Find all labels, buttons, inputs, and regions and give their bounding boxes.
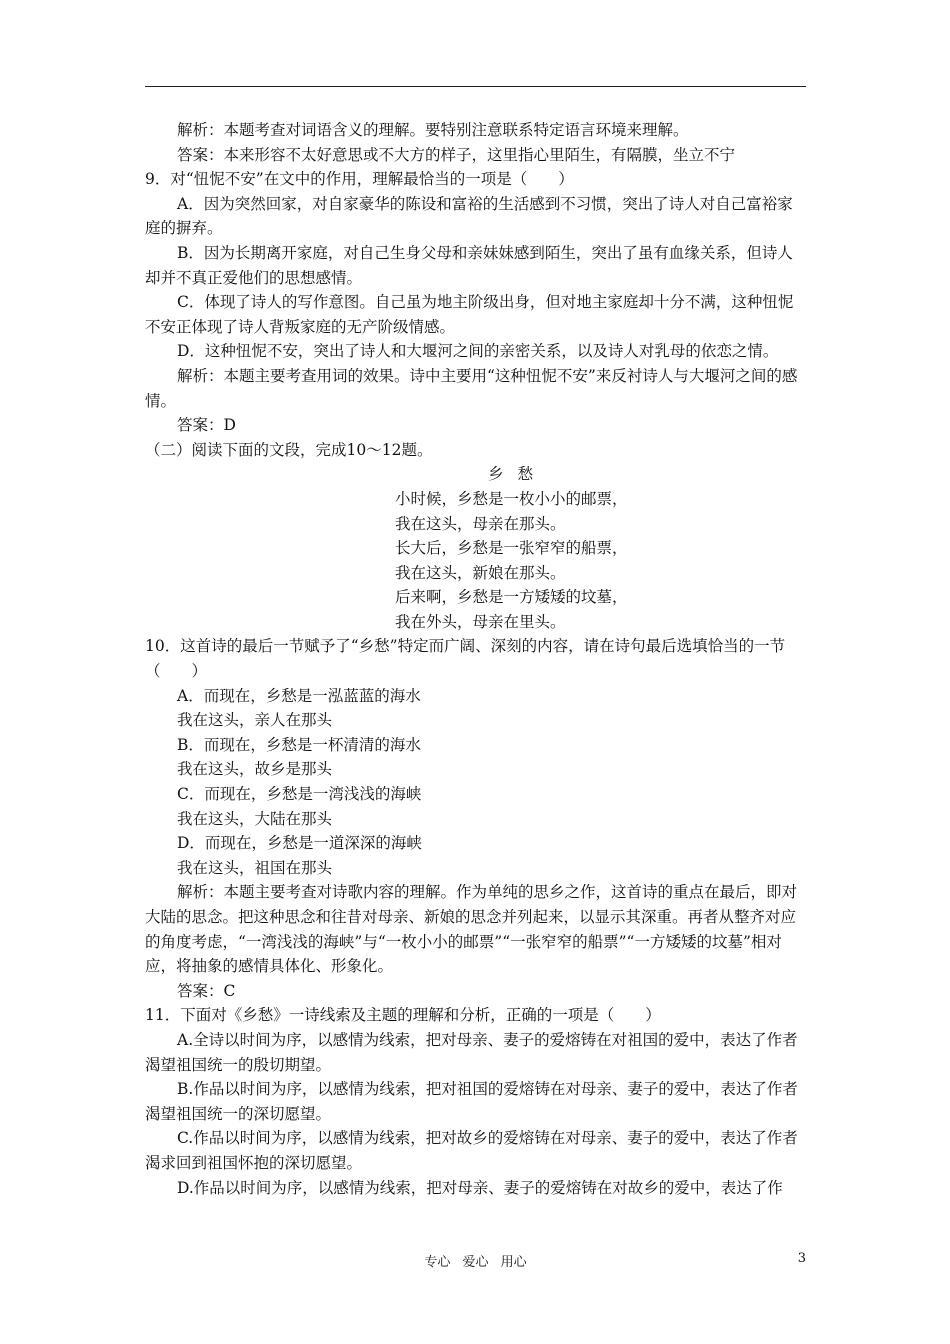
- q11-option-b: B.作品以时间为序，以感情为线索，把对祖国的爱熔铸在对母亲、妻子的爱中，表达了作者渴望祖国统一的深切愿望。: [145, 1080, 798, 1123]
- page-number: 3: [797, 1251, 806, 1266]
- q9-option-b: B．因为长期离开家庭，对自己生身父母和亲妹妹感到陌生，突出了虽有血缘关系，但诗人却并不真正爱他们的思想感情。: [145, 243, 793, 287]
- q10-option-c-line2: 我在这头，大陆在那头: [177, 809, 333, 828]
- answer-10: 答案：C: [177, 981, 236, 1000]
- q10-option-d: D．而现在，乡愁是一道深深的海峡: [177, 834, 422, 853]
- answer-9: 答案：D: [177, 416, 236, 435]
- poem-line: 后来啊，乡愁是一方矮矮的坟墓，: [395, 588, 628, 607]
- q11-option-d: D.作品以时间为序，以感情为线索，把对母亲、妻子的爱熔铸在对故乡的爱中，表达了作: [177, 1178, 783, 1197]
- section-2-heading: （二）阅读下面的文段，完成10～12题。: [145, 440, 433, 459]
- q10-option-b: B．而现在，乡愁是一杯清清的海水: [177, 735, 421, 754]
- poem-body: [145, 487, 806, 635]
- poem-line: 我在外头，母亲在里头。: [395, 612, 566, 631]
- poem-line: 我在这头，母亲在那头。: [395, 514, 566, 533]
- analysis-8: 解析：本题考查对词语含义的理解。要特别注意联系特定语言环境来理解。: [177, 121, 689, 139]
- document-body: [145, 118, 806, 1200]
- q10-option-c: C．而现在，乡愁是一湾浅浅的海峡: [177, 785, 422, 804]
- question-10: 10．这首诗的最后一节赋予了“乡愁”特定而广阔、深刻的内容，请在诗句最后选填恰当的一节（ ）: [145, 637, 786, 681]
- q9-option-d: D．这种忸怩不安，突出了诗人和大堰河之间的亲密关系，以及诗人对乳母的依恋之情。: [177, 342, 779, 361]
- footer-slogan: 专心 爱心 用心: [424, 1255, 527, 1270]
- poem-line: 长大后，乡愁是一张窄窄的船票，: [395, 539, 628, 558]
- answer-8: 答案：本来形容不太好意思或不大方的样子，这里指心里陌生，有隔膜，坐立不宁: [177, 145, 736, 164]
- poem-line: 我在这头，新娘在那头。: [395, 563, 566, 582]
- q9-option-a: A．因为突然回家，对自家豪华的陈设和富裕的生活感到不习惯，突出了诗人对自己富裕家庭的摒弃。: [145, 194, 793, 238]
- q9-option-c: C．体现了诗人的写作意图。自己虽为地主阶级出身，但对地主家庭却十分不满，这种忸怩不安正体现了诗人背叛家庭的无产阶级情感。: [145, 293, 794, 336]
- question-9: 9．对“忸怩不安”在文中的作用，理解最恰当的一项是（ ）: [145, 170, 574, 189]
- q10-option-b-line2: 我在这头，故乡是那头: [177, 760, 333, 779]
- analysis-10: 解析：本题主要考查对诗歌内容的理解。作为单纯的思乡之作，这首诗的重点在最后，即对大陆的思念。把这种思念和往昔对母亲、新娘的思念并列起来，以显示其深重。再者从整齐对应的角度考虑，“一湾浅浅的海峡”与“一枚小小的邮票”“一张窄窄的船票”“一方矮矮的坟墓”相对应，将抽象的感情具体化、形象化。: [145, 883, 798, 976]
- analysis-9: 解析：本题主要考查用词的效果。诗中主要用“这种忸怩不安”来反衬诗人与大堰河之间的感情。: [145, 366, 798, 410]
- q11-option-a: A.全诗以时间为序，以感情为线索，把对母亲、妻子的爱熔铸在对祖国的爱中，表达了作者渴望祖国统一的殷切期望。: [145, 1030, 798, 1074]
- question-11: 11．下面对《乡愁》一诗线索及主题的理解和分析，正确的一项是（ ）: [145, 1006, 661, 1025]
- poem-title: 乡愁: [487, 465, 547, 484]
- q10-option-a-line2: 我在这头，亲人在那头: [177, 711, 333, 730]
- header-rule: [145, 86, 806, 87]
- q10-option-d-line2: 我在这头，祖国在那头: [177, 858, 333, 877]
- q10-option-a: A．而现在，乡愁是一泓蓝蓝的海水: [177, 686, 421, 705]
- q11-option-c: C.作品以时间为序，以感情为线索，把对故乡的爱熔铸在对母亲、妻子的爱中，表达了作者渴求回到祖国怀抱的深切愿望。: [145, 1129, 798, 1172]
- poem-line: 小时候，乡愁是一枚小小的邮票，: [395, 489, 628, 508]
